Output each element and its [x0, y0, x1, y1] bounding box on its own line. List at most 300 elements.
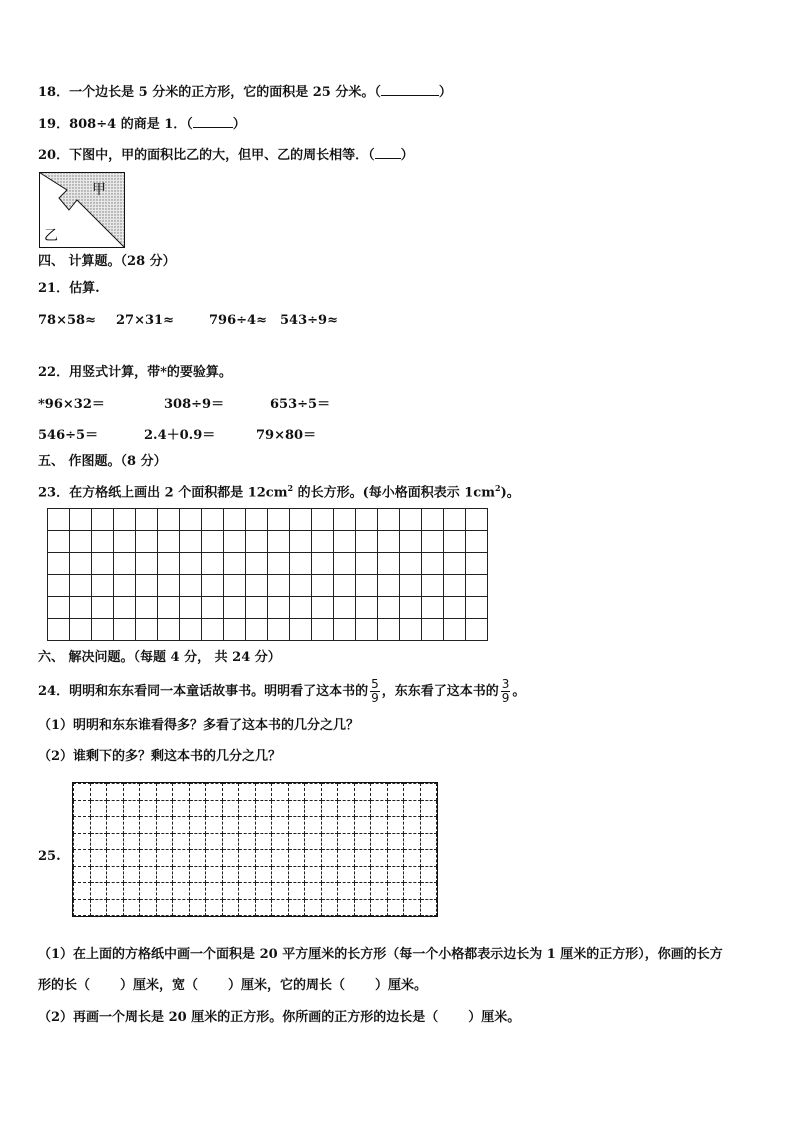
- grid-cell[interactable]: [354, 784, 371, 801]
- grid-cell[interactable]: [321, 817, 338, 834]
- grid-cell[interactable]: [246, 619, 268, 641]
- grid-cell[interactable]: [156, 899, 173, 916]
- grid-cell[interactable]: [123, 899, 140, 916]
- grid-cell[interactable]: [312, 553, 334, 575]
- grid-cell[interactable]: [420, 883, 437, 900]
- grid-cell[interactable]: [48, 597, 70, 619]
- grid-cell[interactable]: [239, 833, 256, 850]
- grid-cell[interactable]: [156, 883, 173, 900]
- grid-cell[interactable]: [378, 619, 400, 641]
- grid-cell[interactable]: [338, 899, 355, 916]
- grid-cell[interactable]: [107, 899, 124, 916]
- grid-cell[interactable]: [114, 553, 136, 575]
- grid-cell[interactable]: [268, 531, 290, 553]
- grid-cell[interactable]: [371, 883, 388, 900]
- grid-cell[interactable]: [338, 817, 355, 834]
- answer-blank[interactable]: [375, 145, 401, 159]
- grid-cell[interactable]: [70, 575, 92, 597]
- grid-cell[interactable]: [114, 575, 136, 597]
- grid-cell[interactable]: [140, 784, 157, 801]
- grid-cell[interactable]: [90, 850, 107, 867]
- grid-cell[interactable]: [338, 850, 355, 867]
- grid-cell[interactable]: [255, 883, 272, 900]
- grid-cell[interactable]: [268, 575, 290, 597]
- grid-cell[interactable]: [255, 817, 272, 834]
- grid-cell[interactable]: [321, 850, 338, 867]
- grid-cell[interactable]: [400, 553, 422, 575]
- grid-cell[interactable]: [140, 850, 157, 867]
- grid-cell[interactable]: [224, 619, 246, 641]
- grid-cell[interactable]: [356, 575, 378, 597]
- grid-cell[interactable]: [404, 850, 421, 867]
- grid-cell[interactable]: [321, 883, 338, 900]
- grid-cell[interactable]: [224, 553, 246, 575]
- grid-cell[interactable]: [321, 800, 338, 817]
- answer-blank[interactable]: [381, 82, 439, 96]
- grid-cell[interactable]: [189, 817, 206, 834]
- grid-cell[interactable]: [290, 619, 312, 641]
- grid-cell[interactable]: [74, 817, 91, 834]
- grid-cell[interactable]: [321, 866, 338, 883]
- grid-cell[interactable]: [312, 509, 334, 531]
- grid-cell[interactable]: [90, 817, 107, 834]
- grid-cell[interactable]: [180, 575, 202, 597]
- grid-cell[interactable]: [123, 800, 140, 817]
- grid-cell[interactable]: [288, 883, 305, 900]
- grid-cell[interactable]: [206, 784, 223, 801]
- grid-cell[interactable]: [107, 850, 124, 867]
- grid-cell[interactable]: [206, 817, 223, 834]
- grid-cell[interactable]: [90, 833, 107, 850]
- grid-cell[interactable]: [354, 866, 371, 883]
- grid-cell[interactable]: [400, 509, 422, 531]
- grid-cell[interactable]: [404, 899, 421, 916]
- grid-cell[interactable]: [222, 883, 239, 900]
- grid-cell[interactable]: [255, 800, 272, 817]
- grid-cell[interactable]: [466, 575, 488, 597]
- grid-cell[interactable]: [180, 553, 202, 575]
- grid-cell[interactable]: [222, 850, 239, 867]
- grid-cell[interactable]: [354, 883, 371, 900]
- grid-cell[interactable]: [290, 509, 312, 531]
- grid-cell[interactable]: [354, 833, 371, 850]
- grid-cell[interactable]: [239, 784, 256, 801]
- grid-cell[interactable]: [288, 899, 305, 916]
- grid-cell[interactable]: [136, 619, 158, 641]
- grid-cell[interactable]: [422, 619, 444, 641]
- grid-cell[interactable]: [173, 817, 190, 834]
- grid-cell[interactable]: [156, 866, 173, 883]
- grid-cell[interactable]: [136, 509, 158, 531]
- grid-cell[interactable]: [312, 531, 334, 553]
- grid-cell[interactable]: [92, 619, 114, 641]
- grid-cell[interactable]: [92, 531, 114, 553]
- grid-cell[interactable]: [202, 509, 224, 531]
- grid-cell[interactable]: [422, 509, 444, 531]
- grid-cell[interactable]: [156, 817, 173, 834]
- grid-cell[interactable]: [136, 597, 158, 619]
- grid-cell[interactable]: [206, 833, 223, 850]
- grid-cell[interactable]: [290, 575, 312, 597]
- grid-cell[interactable]: [255, 833, 272, 850]
- grid-cell[interactable]: [338, 866, 355, 883]
- grid-cell[interactable]: [404, 883, 421, 900]
- grid-cell[interactable]: [378, 575, 400, 597]
- grid-cell[interactable]: [140, 866, 157, 883]
- grid-cell[interactable]: [305, 817, 322, 834]
- grid-cell[interactable]: [354, 899, 371, 916]
- grid-cell[interactable]: [378, 531, 400, 553]
- grid-cell[interactable]: [189, 833, 206, 850]
- grid-cell[interactable]: [356, 531, 378, 553]
- grid-cell[interactable]: [444, 553, 466, 575]
- grid-cell[interactable]: [387, 850, 404, 867]
- grid-cell[interactable]: [305, 833, 322, 850]
- grid-cell[interactable]: [288, 784, 305, 801]
- q23-grid[interactable]: [47, 508, 488, 641]
- grid-cell[interactable]: [422, 553, 444, 575]
- grid-cell[interactable]: [140, 833, 157, 850]
- grid-cell[interactable]: [420, 784, 437, 801]
- grid-cell[interactable]: [371, 833, 388, 850]
- grid-cell[interactable]: [272, 800, 289, 817]
- grid-cell[interactable]: [246, 575, 268, 597]
- grid-cell[interactable]: [140, 899, 157, 916]
- grid-cell[interactable]: [466, 597, 488, 619]
- grid-cell[interactable]: [378, 553, 400, 575]
- grid-cell[interactable]: [158, 619, 180, 641]
- answer-blank[interactable]: [193, 114, 233, 128]
- grid-cell[interactable]: [74, 800, 91, 817]
- grid-cell[interactable]: [239, 817, 256, 834]
- grid-cell[interactable]: [224, 575, 246, 597]
- grid-cell[interactable]: [189, 784, 206, 801]
- grid-cell[interactable]: [321, 784, 338, 801]
- grid-cell[interactable]: [371, 800, 388, 817]
- grid-cell[interactable]: [288, 833, 305, 850]
- grid-cell[interactable]: [255, 784, 272, 801]
- grid-cell[interactable]: [48, 509, 70, 531]
- grid-cell[interactable]: [74, 883, 91, 900]
- grid-cell[interactable]: [404, 833, 421, 850]
- grid-cell[interactable]: [246, 509, 268, 531]
- grid-cell[interactable]: [107, 817, 124, 834]
- grid-cell[interactable]: [239, 899, 256, 916]
- grid-cell[interactable]: [92, 509, 114, 531]
- grid-cell[interactable]: [290, 553, 312, 575]
- grid-cell[interactable]: [422, 531, 444, 553]
- grid-cell[interactable]: [158, 575, 180, 597]
- grid-cell[interactable]: [356, 597, 378, 619]
- grid-cell[interactable]: [444, 531, 466, 553]
- grid-cell[interactable]: [224, 597, 246, 619]
- grid-cell[interactable]: [288, 817, 305, 834]
- grid-cell[interactable]: [387, 784, 404, 801]
- grid-cell[interactable]: [202, 619, 224, 641]
- grid-cell[interactable]: [387, 883, 404, 900]
- grid-cell[interactable]: [334, 553, 356, 575]
- grid-cell[interactable]: [387, 866, 404, 883]
- grid-cell[interactable]: [206, 866, 223, 883]
- grid-cell[interactable]: [222, 833, 239, 850]
- grid-cell[interactable]: [400, 597, 422, 619]
- grid-cell[interactable]: [255, 899, 272, 916]
- grid-cell[interactable]: [224, 509, 246, 531]
- grid-cell[interactable]: [70, 619, 92, 641]
- grid-cell[interactable]: [74, 866, 91, 883]
- grid-cell[interactable]: [222, 817, 239, 834]
- grid-cell[interactable]: [206, 899, 223, 916]
- grid-cell[interactable]: [334, 531, 356, 553]
- grid-cell[interactable]: [312, 619, 334, 641]
- grid-cell[interactable]: [222, 866, 239, 883]
- grid-cell[interactable]: [420, 866, 437, 883]
- grid-cell[interactable]: [354, 817, 371, 834]
- grid-cell[interactable]: [400, 575, 422, 597]
- grid-cell[interactable]: [189, 800, 206, 817]
- q25-grid[interactable]: [72, 782, 438, 917]
- grid-cell[interactable]: [48, 553, 70, 575]
- grid-cell[interactable]: [387, 800, 404, 817]
- grid-cell[interactable]: [338, 784, 355, 801]
- grid-cell[interactable]: [356, 509, 378, 531]
- grid-cell[interactable]: [334, 509, 356, 531]
- grid-cell[interactable]: [268, 619, 290, 641]
- grid-cell[interactable]: [123, 817, 140, 834]
- grid-cell[interactable]: [422, 597, 444, 619]
- grid-cell[interactable]: [404, 784, 421, 801]
- grid-cell[interactable]: [156, 800, 173, 817]
- grid-cell[interactable]: [123, 850, 140, 867]
- grid-cell[interactable]: [288, 850, 305, 867]
- grid-cell[interactable]: [90, 866, 107, 883]
- grid-cell[interactable]: [74, 784, 91, 801]
- grid-cell[interactable]: [239, 883, 256, 900]
- grid-cell[interactable]: [255, 866, 272, 883]
- grid-cell[interactable]: [74, 899, 91, 916]
- grid-cell[interactable]: [123, 833, 140, 850]
- grid-cell[interactable]: [202, 575, 224, 597]
- grid-cell[interactable]: [107, 866, 124, 883]
- grid-cell[interactable]: [387, 899, 404, 916]
- grid-cell[interactable]: [371, 784, 388, 801]
- grid-cell[interactable]: [272, 883, 289, 900]
- grid-cell[interactable]: [156, 850, 173, 867]
- grid-cell[interactable]: [173, 833, 190, 850]
- grid-cell[interactable]: [334, 597, 356, 619]
- grid-cell[interactable]: [224, 531, 246, 553]
- grid-cell[interactable]: [114, 597, 136, 619]
- grid-cell[interactable]: [189, 899, 206, 916]
- grid-cell[interactable]: [378, 597, 400, 619]
- grid-cell[interactable]: [290, 597, 312, 619]
- grid-cell[interactable]: [466, 531, 488, 553]
- grid-cell[interactable]: [420, 833, 437, 850]
- grid-cell[interactable]: [189, 866, 206, 883]
- grid-cell[interactable]: [354, 800, 371, 817]
- grid-cell[interactable]: [206, 850, 223, 867]
- grid-cell[interactable]: [288, 866, 305, 883]
- grid-cell[interactable]: [272, 850, 289, 867]
- grid-cell[interactable]: [371, 899, 388, 916]
- grid-cell[interactable]: [222, 800, 239, 817]
- grid-cell[interactable]: [107, 800, 124, 817]
- grid-cell[interactable]: [173, 866, 190, 883]
- grid-cell[interactable]: [222, 784, 239, 801]
- grid-cell[interactable]: [444, 575, 466, 597]
- grid-cell[interactable]: [321, 833, 338, 850]
- grid-cell[interactable]: [444, 597, 466, 619]
- grid-cell[interactable]: [387, 817, 404, 834]
- grid-cell[interactable]: [268, 597, 290, 619]
- grid-cell[interactable]: [305, 866, 322, 883]
- grid-cell[interactable]: [189, 850, 206, 867]
- grid-cell[interactable]: [356, 553, 378, 575]
- grid-cell[interactable]: [387, 833, 404, 850]
- grid-cell[interactable]: [378, 509, 400, 531]
- grid-cell[interactable]: [338, 833, 355, 850]
- grid-cell[interactable]: [173, 784, 190, 801]
- grid-cell[interactable]: [70, 509, 92, 531]
- grid-cell[interactable]: [158, 553, 180, 575]
- grid-cell[interactable]: [206, 883, 223, 900]
- grid-cell[interactable]: [114, 531, 136, 553]
- grid-cell[interactable]: [74, 833, 91, 850]
- grid-cell[interactable]: [189, 883, 206, 900]
- grid-cell[interactable]: [136, 575, 158, 597]
- grid-cell[interactable]: [239, 850, 256, 867]
- grid-cell[interactable]: [206, 800, 223, 817]
- grid-cell[interactable]: [202, 531, 224, 553]
- grid-cell[interactable]: [288, 800, 305, 817]
- grid-cell[interactable]: [466, 619, 488, 641]
- grid-cell[interactable]: [420, 817, 437, 834]
- grid-cell[interactable]: [371, 850, 388, 867]
- grid-cell[interactable]: [246, 553, 268, 575]
- grid-cell[interactable]: [312, 597, 334, 619]
- grid-cell[interactable]: [107, 784, 124, 801]
- grid-cell[interactable]: [272, 784, 289, 801]
- grid-cell[interactable]: [371, 866, 388, 883]
- grid-cell[interactable]: [404, 817, 421, 834]
- grid-cell[interactable]: [70, 597, 92, 619]
- grid-cell[interactable]: [354, 850, 371, 867]
- grid-cell[interactable]: [338, 800, 355, 817]
- grid-cell[interactable]: [334, 619, 356, 641]
- grid-cell[interactable]: [123, 883, 140, 900]
- grid-cell[interactable]: [90, 883, 107, 900]
- grid-cell[interactable]: [140, 800, 157, 817]
- grid-cell[interactable]: [48, 575, 70, 597]
- grid-cell[interactable]: [107, 883, 124, 900]
- grid-cell[interactable]: [290, 531, 312, 553]
- grid-cell[interactable]: [70, 531, 92, 553]
- grid-cell[interactable]: [444, 509, 466, 531]
- grid-cell[interactable]: [158, 509, 180, 531]
- grid-cell[interactable]: [305, 800, 322, 817]
- grid-cell[interactable]: [180, 619, 202, 641]
- grid-cell[interactable]: [272, 899, 289, 916]
- grid-cell[interactable]: [420, 850, 437, 867]
- grid-cell[interactable]: [255, 850, 272, 867]
- grid-cell[interactable]: [400, 619, 422, 641]
- grid-cell[interactable]: [239, 866, 256, 883]
- grid-cell[interactable]: [180, 597, 202, 619]
- grid-cell[interactable]: [156, 833, 173, 850]
- grid-cell[interactable]: [48, 531, 70, 553]
- grid-cell[interactable]: [338, 883, 355, 900]
- grid-cell[interactable]: [246, 531, 268, 553]
- grid-cell[interactable]: [180, 509, 202, 531]
- grid-cell[interactable]: [272, 817, 289, 834]
- grid-cell[interactable]: [140, 817, 157, 834]
- grid-cell[interactable]: [422, 575, 444, 597]
- grid-cell[interactable]: [90, 899, 107, 916]
- grid-cell[interactable]: [268, 509, 290, 531]
- grid-cell[interactable]: [123, 784, 140, 801]
- grid-cell[interactable]: [180, 531, 202, 553]
- grid-cell[interactable]: [272, 833, 289, 850]
- grid-cell[interactable]: [312, 575, 334, 597]
- grid-cell[interactable]: [74, 850, 91, 867]
- grid-cell[interactable]: [246, 597, 268, 619]
- grid-cell[interactable]: [268, 553, 290, 575]
- grid-cell[interactable]: [92, 597, 114, 619]
- grid-cell[interactable]: [356, 619, 378, 641]
- grid-cell[interactable]: [114, 509, 136, 531]
- grid-cell[interactable]: [305, 784, 322, 801]
- grid-cell[interactable]: [305, 850, 322, 867]
- grid-cell[interactable]: [466, 509, 488, 531]
- grid-cell[interactable]: [114, 619, 136, 641]
- grid-cell[interactable]: [400, 531, 422, 553]
- grid-cell[interactable]: [90, 800, 107, 817]
- grid-cell[interactable]: [90, 784, 107, 801]
- grid-cell[interactable]: [305, 899, 322, 916]
- grid-cell[interactable]: [158, 597, 180, 619]
- grid-cell[interactable]: [173, 800, 190, 817]
- grid-cell[interactable]: [466, 553, 488, 575]
- grid-cell[interactable]: [334, 575, 356, 597]
- grid-cell[interactable]: [158, 531, 180, 553]
- grid-cell[interactable]: [140, 883, 157, 900]
- grid-cell[interactable]: [371, 817, 388, 834]
- grid-cell[interactable]: [123, 866, 140, 883]
- grid-cell[interactable]: [321, 899, 338, 916]
- grid-cell[interactable]: [173, 850, 190, 867]
- grid-cell[interactable]: [222, 899, 239, 916]
- grid-cell[interactable]: [70, 553, 92, 575]
- grid-cell[interactable]: [173, 883, 190, 900]
- grid-cell[interactable]: [404, 866, 421, 883]
- grid-cell[interactable]: [420, 800, 437, 817]
- grid-cell[interactable]: [107, 833, 124, 850]
- grid-cell[interactable]: [136, 531, 158, 553]
- grid-cell[interactable]: [239, 800, 256, 817]
- grid-cell[interactable]: [48, 619, 70, 641]
- grid-cell[interactable]: [272, 866, 289, 883]
- grid-cell[interactable]: [444, 619, 466, 641]
- grid-cell[interactable]: [202, 597, 224, 619]
- grid-cell[interactable]: [202, 553, 224, 575]
- grid-cell[interactable]: [305, 883, 322, 900]
- grid-cell[interactable]: [156, 784, 173, 801]
- grid-cell[interactable]: [136, 553, 158, 575]
- grid-cell[interactable]: [92, 575, 114, 597]
- grid-cell[interactable]: [173, 899, 190, 916]
- grid-cell[interactable]: [420, 899, 437, 916]
- grid-cell[interactable]: [404, 800, 421, 817]
